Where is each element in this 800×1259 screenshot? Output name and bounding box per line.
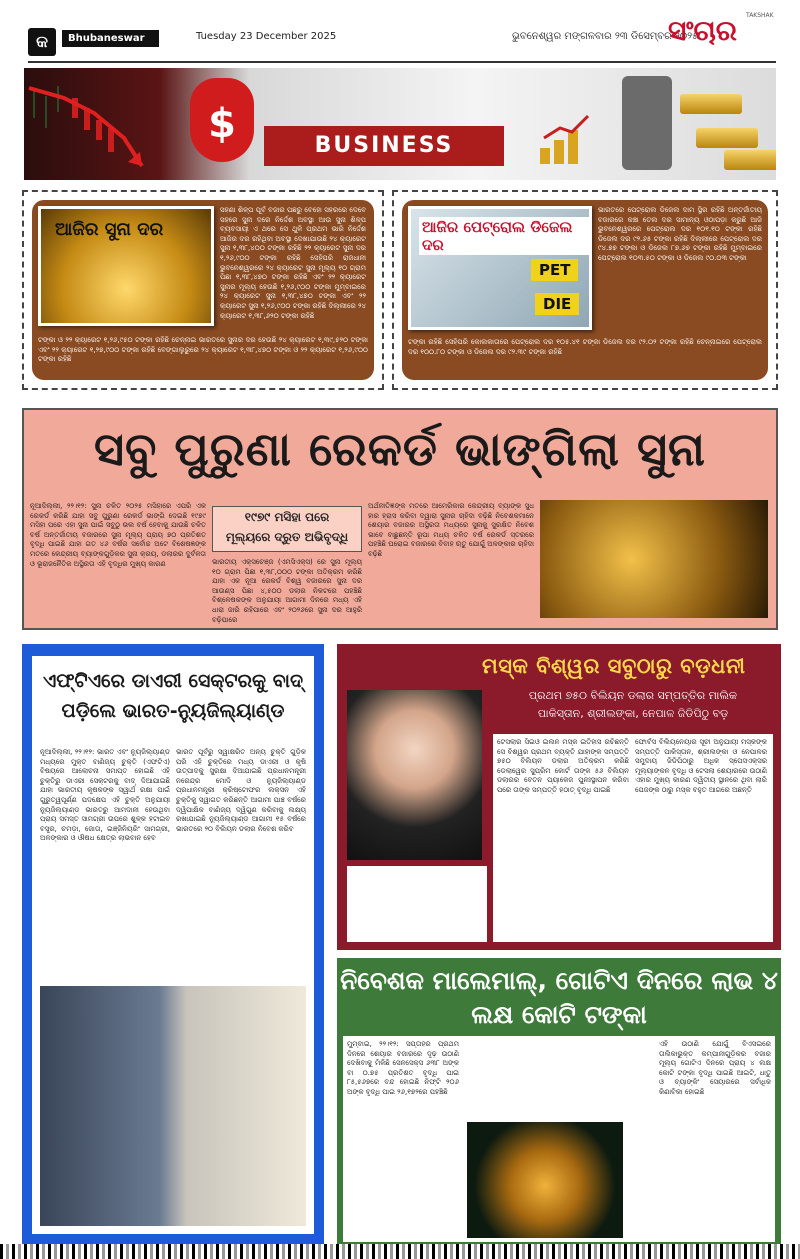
fta-col2: ଭାରତ ପୂର୍ବରୁ ସ୍ୱାକ୍ଷରିତ ଅନ୍ୟ ଚୁକ୍ତି ଗୁଡ଼ିକ ପରି ଏହି ଚୁକ୍ତିରେ ମଧ୍ୟ ଡାଏରୀ ଓ କୃଷି ଉତ୍ପାଦକୁ ସୁରକ୍ଷା ଦିଆଯାଇଛି ପ୍ରଧାନମନ୍ତ୍ରୀ ନରେନ୍ଦ୍ର ମୋଦି ଓ ନ୍ୟୁଜିଲ୍ୟାଣ୍ଡ ପ୍ରଧାନମନ୍ତ୍ରୀ କ୍ରିଷ୍ଟୋଫର ଲକ୍ସନ ଏହି ଚୁକ୍ତିକୁ ସ୍ୱାଗତ କରିଛନ୍ତି ଆଗାମୀ ପାଞ୍ଚ ବର୍ଷରେ ଦ୍ୱିପାକ୍ଷିକ ବାଣିଜ୍ୟ ଦ୍ୱିଗୁଣ କରିବାକୁ ଲକ୍ଷ୍ୟ ରଖାଯାଇଛି ନ୍ୟୁଜିଲ୍ୟାଣ୍ଡ ଆଗାମୀ ୧୫ ବର୍ଷରେ ଭାରତରେ ୨୦ ବିଲିୟନ ଡଲାର ନିବେଶ କରିବ	[176, 748, 306, 833]
musk-text-panel	[493, 734, 773, 942]
gold-record-col2: ଭାରତୀୟ ଏକ୍ସଚେଞ୍ଜ (ଏମସିଏକ୍ସ) ରେ ସୁନା ମୂଲ୍ୟ ୧୦ ଗ୍ରାମ ପିଛା ୧,୩୮,୦୦୦ ଟଙ୍କା ଅତିକ୍ରମ କରିଛି ଯାହା ଏକ ନୂଆ ରେକର୍ଡ ବିଶ୍ୱ ବଜାରରେ ସୁନା ଦର ଆଉଣ୍ସ ପିଛା ୪,୫୦୦ ଡଲାର ନିକଟରେ ପହଞ୍ଚିଛି ବିଶ୍ଳେଷକଙ୍କ ଅନୁଯାୟୀ ଆଗାମୀ ଦିନରେ ମଧ୍ୟ ଏହି ଧାରା ଜାରି ରହିପାରେ ଏବଂ ୨୦୨୬ରେ ସୁନା ଦର ଆହୁରି ବଢ଼ିପାରେ	[212, 558, 362, 624]
subhead-line-2: ମୂଲ୍ୟରେ ଦ୍ରୁତ ଅଭିବୃଦ୍ଧି	[225, 530, 349, 544]
fuel-image-caption: ଆଜିର ପେଟ୍ରୋଲ ଡିଜେଲ ଦର	[419, 217, 589, 255]
gold-jewellery-image	[38, 206, 214, 326]
musk-article	[337, 644, 781, 950]
masthead	[0, 0, 800, 66]
fuel-rate-panel	[402, 200, 768, 380]
fta-article	[22, 644, 324, 1244]
fta-article-body	[32, 656, 314, 1234]
musk-col1: ଟେସଲାର ସିଇଓ ଇଲନ ମସ୍କ ଇତିହାସ ରଚିଛନ୍ତି ସେ ବିଶ୍ୱର ପ୍ରଥମ ବ୍ୟକ୍ତି ଯାହାଙ୍କ ସମ୍ପତ୍ତି ୭୫୦ ବିଲିୟନ ଡଲାର ଅତିକ୍ରମ କରିଛି ଡେଲାୱେର ସୁପ୍ରିମ କୋର୍ଟ ତାଙ୍କ ୫୬ ବିଲିୟନ ଡଲାରର ବେତନ ପ୍ୟାକେଜ ପୁନଃସ୍ଥାପନ କରିବା ପରେ ତାଙ୍କ ସମ୍ପତ୍ତି ହଠାତ୍ ବୃଦ୍ଧି ପାଇଛି	[497, 738, 629, 794]
diesel-sign: DIE	[535, 293, 579, 315]
investors-text-panel	[343, 1036, 775, 1242]
fta-headline: ଏଫ୍‌ଟିଏରେ ଡାଏରୀ ସେକ୍ଟରକୁ ବାଦ୍ ପଡ଼ିଲେ ଭାରତ-ନ୍ୟୁଜିଲ୍ୟାଣ୍ଡ	[42, 670, 304, 722]
gold-record-article	[22, 408, 778, 630]
gold-record-col3: ଅର୍ଥନୀତିଜ୍ଞଙ୍କ ମତରେ ଆମେରିକାର କେନ୍ଦ୍ରୀୟ ବ୍ୟାଙ୍କ ସୁଧ ହାର ହ୍ରାସ କରିବା ଦ୍ୱାରା ସୁନାର ଚାହିଦା ବଢ଼ିଛି ନିବେଶକମାନେ ଶେୟାର ବଜାରର ଅସ୍ଥିରତା ମଧ୍ୟରେ ସୁନାକୁ ସୁରକ୍ଷିତ ନିବେଶ ଭାବେ ବାଛୁଛନ୍ତି ରୂପା ମଧ୍ୟ ଚଳିତ ବର୍ଷ ରେକର୍ଡ ସ୍ତରରେ ପହଞ୍ଚିଛି ଘରୋଇ ବଜାରରେ ବିବାହ ଋତୁ ଯୋଗୁଁ ଅଳଙ୍କାର ଚାହିଦା ବଢ଼ିଛି	[368, 502, 534, 558]
gold-rate-footer: ଟଙ୍କା ଓ ୨୨ କ୍ୟାରେଟ ୧,୨୬,୯୫୦ ଟଙ୍କା ରହିଛି ଚେନ୍ନାଇ ଭାରତରେ ସୁନାର ଦର ହେଉଛି ୨୪ କ୍ୟାରେଟ ୧,୩୯,୫୨୦ ଟଙ୍କା ଏବଂ ୨୨ କ୍ୟାରେଟ ୧,୨୭,୯୦୦ ଟଙ୍କା ରହିଛି ବେଙ୍ଗାଲୁରୁରେ ୨୪ କ୍ୟାରେଟ ୧,୩୮,୪୭୦ ଟଙ୍କା ଓ ୨୨ କ୍ୟାରେଟ ୧,୨୬,୯୦୦ ଟଙ୍କା ରହିଛି	[38, 336, 368, 364]
musk-subhead-1: ପ୍ରଥମ ୭୫୦ ବିଲିୟନ ଡଲାର ସମ୍ପତ୍ତିର ମାଲିକ	[528, 689, 738, 702]
gold-bar-icon	[724, 150, 776, 170]
fuel-pump-image	[408, 206, 592, 330]
edition-city: Bhubaneswar	[62, 30, 159, 47]
gold-bar-icon	[696, 128, 758, 148]
musk-subhead-2: ପାକିସ୍ତାନ, ଶ୍ରୀଲଙ୍କା, ନେପାଳ ଜିଡିପିଠୁ ବଡ଼	[537, 707, 729, 720]
odia-date: ଭୁବନେଶ୍ୱର ମଙ୍ଗଳବାର ୨୩ ଡିସେମ୍ବର ୨୦୨୫	[512, 31, 699, 42]
investors-col3: ଏହି ଉଠାଣି ଯୋଗୁଁ ବିଏସଇରେ ତାଲିକାଭୁକ୍ତ କମ୍ପାନୀଗୁଡ଼ିକର ବଜାର ମୂଲ୍ୟ ଗୋଟିଏ ଦିନରେ ପ୍ରାୟ ୪ ଲକ୍ଷ କୋଟି ଟଙ୍କା ବୃଦ୍ଧି ପାଇଛି ଆଇଟି, ଧାତୁ ଓ ବ୍ୟାଙ୍କିଂ ସେୟାରରେ ସର୍ବାଧିକ କିଣାବିକା ହୋଇଛି	[659, 1040, 771, 1096]
gold-record-subhead	[212, 506, 362, 552]
business-banner	[24, 68, 776, 180]
musk-headline: ମସ୍କ ବିଶ୍ୱର ସବୁଠାରୁ ବଡ଼ଧନୀ	[482, 654, 746, 678]
investors-headline: ନିବେଶକ ମାଲେମାଲ୍, ଗୋଟିଏ ଦିନରେ ଲାଭ ୪ ଲକ୍ଷ କୋଟି ଟଙ୍କା	[340, 966, 778, 1029]
bull-market-image	[467, 1122, 623, 1238]
section-label: BUSINESS	[264, 126, 504, 166]
print-registration-bar	[0, 1244, 800, 1259]
fta-col1: ନୂଆଦିଲ୍ଲୀ, ୨୨।୧୨: ଭାରତ ଏବଂ ନ୍ୟୁଜିଲ୍ୟାଣ୍ଡ ମଧ୍ୟରେ ମୁକ୍ତ ବାଣିଜ୍ୟ ଚୁକ୍ତି (ଏଫଟିଏ) ବିଷୟରେ ଆଲୋଚନା ସମାପ୍ତ ହୋଇଛି ଏହି ଚୁକ୍ତିରୁ ଡାଏରୀ ସେକ୍ଟରକୁ ବାଦ୍ ଦିଆଯାଇଛି ଯାହା ଭାରତୀୟ କୃଷକଙ୍କ ସ୍ୱାର୍ଥ ରକ୍ଷା ପାଇଁ ଗୁରୁତ୍ୱପୂର୍ଣ୍ଣ ପଦକ୍ଷେପ ଏହି ଚୁକ୍ତି ଅନୁଯାୟୀ ନ୍ୟୁଜିଲ୍ୟାଣ୍ଡ ଭାରତରୁ ଆମଦାନୀ ହେଉଥିବା ପ୍ରାୟ ସମସ୍ତ ସାମଗ୍ରୀ ଉପରେ ଶୁଳ୍କ ହଟାଇବ ବସ୍ତ୍ର, ଚମଡ଼ା, ଜୋତା, ଇଞ୍ଜିନିୟରିଂ ସାମଗ୍ରୀ, ଅଳଙ୍କାର ଓ ଔଷଧ କ୍ଷେତ୍ର ଲାଭବାନ ହେବ	[40, 748, 170, 843]
fuel-rate-box	[392, 190, 778, 390]
musk-col2: ଫୋର୍ବସ ବିଲିୟନେୟାର ସୂଚୀ ଅନୁଯାୟୀ ମସ୍କଙ୍କ ସମ୍ପତ୍ତି ପାକିସ୍ତାନ, ଶ୍ରୀଲଙ୍କା ଓ ନେପାଳର ସମୁଦାୟ ଜିଡିପିଠାରୁ ଅଧିକ ସ୍ପେସଏକ୍ସର ମୂଲ୍ୟାଙ୍କନ ବୃଦ୍ଧି ଓ ଟେସଲା ଶେୟାରରେ ଉଠାଣି ଏହାର ମୁଖ୍ୟ କାରଣ ଦ୍ୱିତୀୟ ସ୍ଥାନରେ ଥିବା ଲାରି ପେଜଙ୍କ ଠାରୁ ମସ୍କ ବହୁତ ଆଗରେ ଅଛନ୍ତି	[635, 738, 767, 794]
gold-rate-box	[22, 190, 384, 390]
gold-record-col1: ନୂଆଦିଲ୍ଲୀ, ୨୨।୧୨: ସୁନା ଚଳିତ ୨୦୨୫ ମସିହାରେ ଏପରି ଏକ ରେକର୍ଡ କରିଛି ଯାହା ସବୁ ପୁରୁଣା ରେକର୍ଡ ଭାଙ୍ଗି ଦେଇଛି ୧୯୭୯ ମସିହା ପରେ ଏହା ସୁନା ପାଇଁ ସବୁଠୁ ଭଲ ବର୍ଷ ହେବାକୁ ଯାଉଛି ଚଳିତ ବର୍ଷ ଅନ୍ତର୍ଜାତୀୟ ବଜାରରେ ସୁନା ମୂଲ୍ୟ ପ୍ରାୟ ୭୦ ପ୍ରତିଶତ ବୃଦ୍ଧି ପାଇଛି ଯାହା ଗତ ୪୬ ବର୍ଷର ସର୍ବୋଚ୍ଚ ଅଟେ ବିଶେଷଜ୍ଞଙ୍କ ମତରେ କେନ୍ଦ୍ରୀୟ ବ୍ୟାଙ୍କଗୁଡ଼ିକର ସୁନା କ୍ରୟ, ଡଲାରର ଦୁର୍ବଳତା ଓ ଭୂରାଜନୈତିକ ଅସ୍ଥିରତା ଏହି ବୃଦ୍ଧିର ମୁଖ୍ୟ କାରଣ	[30, 502, 206, 568]
english-date: Tuesday 23 December 2025	[196, 31, 337, 42]
logo-badge: କ	[28, 28, 56, 56]
fuel-rate-text: ଭାରତରେ ପେଟ୍ରୋଲ ଡିଜେଲ ଦାମ ସ୍ଥିର ରହିଛି ଅନ୍ତର୍ଜାତୀୟ ବଜାରରେ କଞ୍ଚା ତେଲ ଦର ସାମାନ୍ୟ ଓଠାପଡ଼ା କରୁଛି ଆଜି ଭୁବନେଶ୍ୱରରେ ପେଟ୍ରୋଲ ଦର ୧୦୧.୧୦ ଟଙ୍କା ରହିଛି ଡିଜେଲ ଦର ୯୨.୬୫ ଟଙ୍କା ରହିଛି ଦିଲ୍ଲୀରେ ପେଟ୍ରୋଲ ଦର ୯୪.୭୭ ଟଙ୍କା ଓ ଡିଜେଲ ୮୭.୬୭ ଟଙ୍କା ରହିଛି ମୁମ୍ବାଇରେ ପେଟ୍ରୋଲ ୧୦୩.୫୦ ଟଙ୍କା ଓ ଡିଜେଲ ୯୦.୦୩ ଟଙ୍କା	[598, 206, 762, 262]
brand-tagline: TAKSHAK	[746, 12, 774, 19]
gold-bar-icon	[680, 94, 742, 114]
petrol-sign: PET	[531, 259, 578, 281]
header-rule	[28, 61, 776, 63]
gold-rate-panel	[32, 200, 374, 380]
leaders-handshake-photo	[40, 986, 306, 1226]
investors-article	[337, 958, 781, 1248]
subhead-line-1: ୧୯୭୯ ମସିହା ପରେ	[244, 510, 330, 524]
gold-necklace-image	[540, 500, 768, 618]
fuel-rate-footer: ଟଙ୍କା ରହିଛି ସେହିପରି କୋଲକାତାରେ ପେଟ୍ରୋଲ ଦର ୧୦୫.୪୧ ଟଙ୍କା ଡିଜେଲ ଦର ୯୨.୦୨ ଟଙ୍କା ରହିଛି ଚେନ୍ନାଇରେ ପେଟ୍ରୋଲ ଦର ୧୦୦.୮୦ ଟଙ୍କା ଓ ଡିଜେଲ ଦର ୯୨.୩୯ ଟଙ୍କା ରହିଛି	[408, 338, 762, 356]
gold-image-caption: ଆଜିର ସୁନା ଦର	[55, 219, 164, 240]
phone-icon	[622, 76, 672, 170]
gold-rate-text: ସହଣା ଶିଳ୍ପ ପୂର୍ବ ବଜାର ପଛରୁ ବେହୋ ସହରରେ ଦେବେ ସହରେ ସୁନା ଦରେ ନିର୍ଦ୍ଦେଶ ଅବସ୍ଥା ଆଉ ସୁନା ଶିଳ୍ପ ବ୍ୟବସାୟୀ ଏ ଥରେ ସେ ଥୁଳି ପ୍ରଥମ ଭାରି ନିର୍ଦ୍ଦେଶ ଆଜିର ଦର ରହିଥିବା ଅବସ୍ଥା ଦେଖାଯାଉଛି ୨୪ କ୍ୟାରେଟ ସୁନା ୧,୩୮,୪୦୦ ଟଙ୍କା ରହିଛି ୨୨ କ୍ୟାରେଟ ସୁନା ଦର ୧,୨୬,୯୦୦ ଟଙ୍କା ରହିଛି ସେହିପରି ରାଜଧାନୀ ଭୁବନେଶ୍ୱରରେ ୨୪ କ୍ୟାରେଟ ସୁନା ମୂଲ୍ୟ ୧୦ ଗ୍ରାମ ପିଛା ୧,୩୮,୪୭୦ ଟଙ୍କା ରହିଛି ଏବଂ ୨୨ କ୍ୟାରେଟ ସୁନାର ମୂଲ୍ୟ ହେଉଛି ୧,୨୬,୯୦୦ ଟଙ୍କା ମୁମ୍ବାଇରେ ୨୪ କ୍ୟାରେଟ ସୁନା ୧,୩୮,୪୭୦ ଟଙ୍କା ଏବଂ ୨୨ କ୍ୟାରେଟ ସୁନା ୧,୨୬,୯୦୦ ଟଙ୍କା ରହିଛି ଦିଲ୍ଲୀରେ ୨୪ କ୍ୟାରେଟ ୧,୩୮,୬୨୦ ଟଙ୍କା ରହିଛି	[220, 206, 366, 320]
elon-musk-photo	[347, 690, 482, 860]
coin-growth-icon	[534, 108, 594, 168]
money-bag-icon: $	[190, 78, 254, 162]
brand-logo: ସଂଚାର	[668, 14, 737, 47]
investors-col1: ମୁମ୍ବାଇ, ୨୨।୧୨: ସପ୍ତାହର ପ୍ରଥମ ଦିନରେ ଶେୟାର ବଜାରରେ ଦୃଢ଼ ଉଠାଣି ଦେଖିବାକୁ ମିଳିଛି ସେନସେକ୍ସ ୬୩୮ ଅଙ୍କ ବା ୦.୭୫ ପ୍ରତିଶତ ବୃଦ୍ଧି ପାଇ ୮୫,୫୬୭ରେ ବନ୍ଦ ହୋଇଛି ନିଫ୍ଟି ୨୦୬ ଅଙ୍କ ବୃଦ୍ଧି ପାଇ ୨୬,୧୭୨ରେ ପହଞ୍ଚିଛି	[347, 1040, 459, 1096]
musk-text-lower	[347, 866, 487, 942]
gold-record-headline: ସବୁ ପୁରୁଣା ରେକର୍ଡ ଭାଙ୍ଗିଲା ସୁନା	[94, 422, 706, 476]
